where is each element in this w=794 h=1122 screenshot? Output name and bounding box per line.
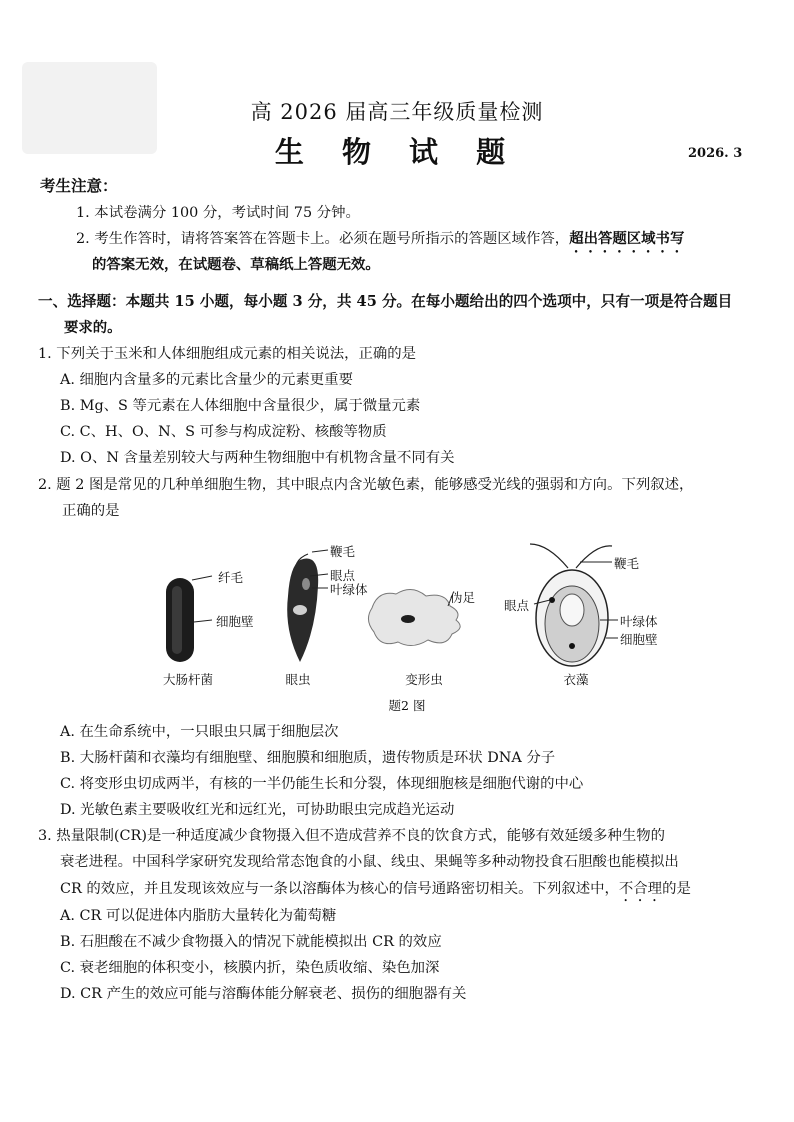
q3-option-a: A. CR 可以促进体内脂肪大量转化为葡萄糖 — [60, 908, 337, 924]
caption-ecoli: 大肠杆菌 — [162, 672, 213, 687]
label-euglena-eyespot: 眼点 — [330, 568, 356, 583]
q1-stem: 1. 下列关于玉米和人体细胞组成元素的相关说法，正确的是 — [38, 346, 417, 362]
label-chlamy-eyespot: 眼点 — [504, 598, 530, 613]
label-ecoli-wall: 细胞壁 — [216, 614, 254, 629]
q3-option-d: D. CR 产生的效应可能与溶酶体能分解衰老、损伤的细胞器有关 — [60, 986, 467, 1002]
label-euglena-chloroplast: 叶绿体 — [330, 582, 368, 597]
q3-option-b: B. 石胆酸在不减少食物摄入的情况下就能模拟出 CR 的效应 — [60, 934, 442, 950]
notice-item-2-emphasis: 超出答题区域书写 — [569, 230, 685, 247]
euglena-drawing — [287, 550, 328, 662]
section-1-heading: 一、选择题：本题共 15 小题，每小题 3 分，共 45 分。在每小题给出的四个选项中，只有一项是符合题目 — [38, 293, 733, 310]
section-1-heading-cont: 要求的。 — [64, 319, 122, 336]
exam-date: 2026. 3 — [688, 146, 743, 161]
q2-option-b: B. 大肠杆菌和衣藻均有细胞壁、细胞膜和细胞质，遗传物质是环状 DNA 分子 — [60, 750, 556, 766]
label-chlamy-wall: 细胞壁 — [620, 632, 658, 647]
q1-option-a: A. 细胞内含量多的元素比含量少的元素更重要 — [60, 372, 353, 388]
q2-stem: 2. 题 2 图是常见的几种单细胞生物，其中眼点内含光敏色素，能够感受光线的强弱和方向。下列叙述， — [38, 477, 694, 493]
q3-emphasis: 不合理 — [618, 881, 663, 897]
caption-chlamy: 衣藻 — [563, 672, 589, 687]
notice-item-2-text: 2. 考生作答时，请将答案答在答题卡上。必须在题号所指示的答题区域作答， — [76, 231, 570, 247]
caption-euglena: 眼虫 — [285, 672, 311, 687]
q2-stem-cont: 正确的是 — [62, 503, 120, 519]
q3-option-c: C. 衰老细胞的体积变小，核膜内折，染色质收缩、染色加深 — [60, 960, 440, 976]
notice-heading: 考生注意： — [40, 176, 118, 195]
q2-option-a: A. 在生命系统中，一只眼虫只属于细胞层次 — [60, 724, 339, 740]
q3-stem: 3. 热量限制(CR)是一种适度减少食物摄入但不造成营养不良的饮食方式，能够有效延缓多种生物的 — [38, 828, 666, 844]
notice-item-2 — [76, 229, 684, 256]
caption-amoeba: 变形虫 — [405, 672, 443, 687]
q3-stem-line3-end: 的是 — [662, 881, 691, 897]
q2-option-c: C. 将变形虫切成两半，有核的一半仍能生长和分裂，体现细胞核是细胞代谢的中心 — [60, 776, 584, 792]
q2-option-d: D. 光敏色素主要吸收红光和远红光，可协助眼虫完成趋光运动 — [60, 802, 455, 818]
q3-stem-line2: 衰老进程。中国科学家研究发现给常态饱食的小鼠、线虫、果蝇等多种动物投食石胆酸也能模拟出 — [60, 854, 679, 870]
amoeba-drawing — [368, 589, 460, 645]
label-chlamy-chloroplast: 叶绿体 — [620, 614, 658, 629]
label-amoeba-pseudopod: 伪足 — [450, 590, 476, 605]
ecoli-drawing — [166, 576, 212, 662]
q1-option-c: C. C、H、O、N、S 可参与构成淀粉、核酸等物质 — [60, 424, 387, 440]
exam-title: 高 2026 届高三年级质量检测 — [250, 100, 544, 124]
label-ecoli-pili: 纤毛 — [218, 570, 244, 585]
figure-caption: 题2 图 — [388, 698, 426, 713]
notice-item-2-cont: 的答案无效，在试题卷、草稿纸上答题无效。 — [92, 256, 380, 273]
q1-option-d: D. O、N 含量差别较大与两种生物细胞中有机物含量不同有关 — [60, 450, 455, 466]
label-euglena-flagellum: 鞭毛 — [330, 544, 356, 559]
q3-stem-line3-text: CR 的效应，并且发现该效应与一条以溶酶体为核心的信号通路密切相关。下列叙述中， — [60, 881, 619, 897]
q3-stem-line3 — [60, 879, 691, 905]
subject-title: 生 物 试 题 — [274, 135, 520, 169]
chlamy-drawing — [530, 544, 618, 666]
q2-figure — [0, 530, 794, 720]
q1-option-b: B. Mg、S 等元素在人体细胞中含量很少，属于微量元素 — [60, 398, 421, 414]
notice-item-1: 1. 本试卷满分 100 分，考试时间 75 分钟。 — [76, 205, 360, 221]
label-chlamy-flagellum: 鞭毛 — [614, 556, 640, 571]
